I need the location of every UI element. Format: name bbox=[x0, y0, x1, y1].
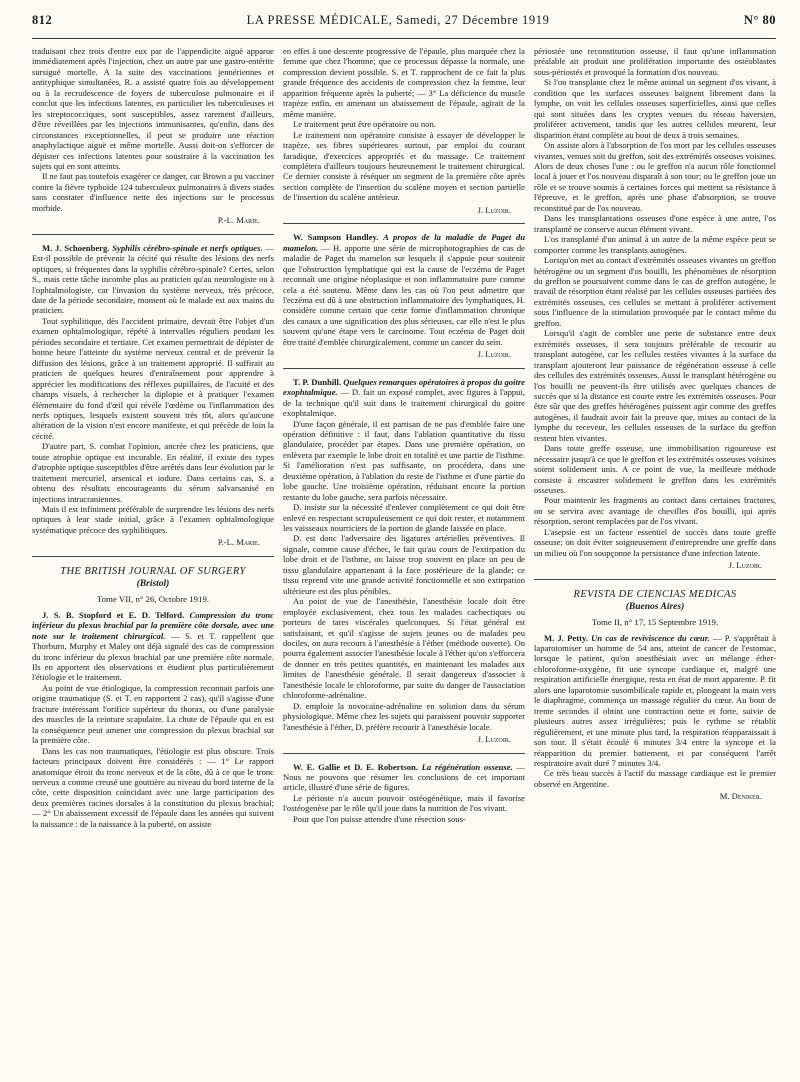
signature: J. Luzoir. bbox=[477, 734, 511, 745]
paragraph: D. emploie la novocaïne-adrénaline en solution dans du sérum physiologique. Même chez les sujets qui paraissent pouvoir supporter l'anesthésie à l'éther, D. préfère recourir à l'anesthésie locale. bbox=[283, 700, 525, 732]
journal-city: (Bristol) bbox=[136, 578, 170, 589]
signature: J. Luzoir. bbox=[477, 349, 511, 360]
article-paragraph bbox=[283, 232, 525, 347]
article-title: Syphilis cérébro-spinale et nerfs optiques. bbox=[112, 242, 263, 253]
paragraph: Dans toute greffe osseuse, une immobilisation rigoureuse est nécessaire jusqu'à ce que le greffon et les extrémités osseuses voisines soient solidement unis. A ce point de vue, la meilleure méthode consiste à encastrer solidement le greffon dans les extrémités osseuses. bbox=[534, 443, 776, 496]
paragraph: L'os transplanté d'un animal à un autre de la même espèce peut se comporter comme les transplants autogènes. bbox=[534, 234, 776, 255]
article-author: T. P. Dunhill. bbox=[293, 376, 342, 387]
article-paragraph bbox=[283, 377, 525, 419]
paragraph: Le périoste n'a aucun pouvoir ostéogénétique, mais il favorise l'ostéogenèse par le rôle qu'il joue dans la nutrition de l'os vivant. bbox=[283, 792, 525, 814]
paragraph: Dans les cas non traumatiques, l'étiologie est plus obscure. Trois facteurs principaux doivent être considérés : — 1° Le rapport anatomique étroit du tronc nerveux et de la côte, dû à ce que le tronc nerveux a comme creusé une gouttière au niveau du bord interne de la côte, cette disposition coïncidant avec une large participation des deux premières racines dorsales à la constitution du plexus brachial; — 2° Un abaissement excessif de l'épaule dans les années qui suivent la naissance : de la naissance à la puberté, on assiste bbox=[32, 745, 274, 829]
divider bbox=[283, 368, 525, 369]
article-author: M. J. Petty. bbox=[544, 632, 588, 643]
issue-number: N° 80 bbox=[743, 12, 776, 27]
article-author: W. Sampson Handley. bbox=[293, 232, 379, 243]
divider bbox=[32, 556, 274, 557]
paragraph: Pour maintenir les fragments au contact dans certaines fractures, on se servira avec avantage de chevilles d'os bouilli, qui après résorption, seront remplacées par de l'os vivant. bbox=[534, 495, 776, 527]
page-header bbox=[32, 6, 776, 34]
article-text: — D. fait un exposé complet, avec figures à l'appui, de la technique qu'il suit dans le traitement chirurgical du goitre exophtalmique. bbox=[283, 387, 525, 419]
column-2 bbox=[283, 46, 525, 1076]
signature: J. Luzoir. bbox=[477, 204, 511, 215]
article-title: A propos de la maladie de Paget du mamelon. bbox=[283, 232, 525, 253]
paragraph: On assiste alors à l'absorption de l'os mort par les cellules osseuses vivantes, venues soit du greffon, soit des extrémités osseuses voisines. Alors de deux choses l'une : ou le greffon n'a aucun rôle fonctionnel local à jouer et l'os nouveau disparaît à son tour; ou le greffon joue un rôle et se trouve soumis à certaines forces qui mettent sa résistance à l'épreuve, et le greffon, après une phase d'absorption, se trouve reconstitué par de l'os nouveau. bbox=[534, 140, 776, 213]
article-title: Un cas de reviviscence du cœur. bbox=[591, 632, 710, 643]
header-rule bbox=[32, 38, 776, 39]
journal-heading: THE BRITISH JOURNAL OF SURGERY bbox=[60, 565, 246, 577]
paragraph: L'asepsie est un facteur essentiel de succès dans toute greffe osseuse; on doit éviter soigneusement d'entreprendre une greffe dans un milieu où l'on soupçonne la persistance d'une infection latente. bbox=[534, 526, 776, 558]
paragraph: D. insiste sur la nécessité d'enlever complètement ce qui doit être enlevé en respectant scrupuleusement ce qui doit rester, et notamment les vaisseaux nourriciers de la portion de glande laissée en place. bbox=[283, 502, 525, 534]
signature: P.-L. Marie. bbox=[217, 537, 260, 548]
paragraph: Au point de vue de l'anesthésie, l'anesthésie locale doit être employée exclusivement, chez tous les malades cachectiques ou porteurs de tares viscérales quelconques. Si l'état général est satisfaisant, et qu'il s'agisse de sujets jeunes ou de malades peu dociles, on aura recours à l'anesthésie à l'éther (méthode ouverte). On pourra également associer l'anesthésie locale à l'éther qu'on s'efforcera de donner en très petites quantités, en maintenant les malades aux limites de l'anesthésie générale. Il serait dangereux d'associer à l'anesthésie locale le chloroforme, par suite du danger de l'association chloroforme-adrénaline. bbox=[283, 596, 525, 701]
paragraph: périostée une reconstitution osseuse, il faut qu'une inflammation préalable ait produit une prolifération importante des ostéoblastes sous-périostés et provoqué la formation d'os nouveau. bbox=[534, 46, 776, 77]
article-text: — S. et T. rappellent que Thorburn, Murphy et Maley ont déjà signalé des cas de compression du tronc inférieur du plexus brachial par une première côte normale. Ils en apportent des observations et étudient plus particulièrement l'étiologie et le traitement. bbox=[32, 630, 274, 683]
paragraph: en effet à une descente progressive de l'épaule, plus marquée chez la femme que chez l'homme; que ce processus dépasse la normale, une compression devient possible. S. et T. rapprochent de ce fait la plus grande fréquence des accidents de compression chez la femme, leur apparition fréquente après la puberté; — 3° La déficience du muscle trapèze enfin, en amenant un abaissement de l'épaule, agirait de la même manière. bbox=[283, 46, 525, 119]
journal-city: (Buenos Aires) bbox=[625, 601, 685, 612]
article-text: — Est-il possible de prévenir la cécité qui résulte des lésions des nerfs optiques, si fréquentes dans la syphilis cérébro-spinale? Certes, selon S., mais cette tâche incombe plus au praticien qu'au neurologiste ou à l'ophtalmologiste, car l'invasion du système nerveux, très précoce, date de la période secondaire, moment où le malade est aux mains du praticien. bbox=[32, 242, 274, 316]
article-title: Compression du tronc inférieur du plexus brachial par la première côte dorsale, avec une note sur le traitement chirurgical. bbox=[32, 609, 274, 641]
paragraph: Il ne faut pas toutefois exagérer ce danger, car Brown a pu vacciner contre la fièvre typhoïde 124 tuberculeux pulmonaires à divers stades sans constater d'influence nette des injections sur le processus morbide. bbox=[32, 171, 274, 213]
article-paragraph bbox=[32, 243, 274, 316]
article-author: M. J. Schoenberg. bbox=[42, 242, 110, 253]
paragraph: D'autre part, S. combat l'opinion, ancrée chez les praticiens, que toute atrophie optique est incurable. En réalité, il existe des types d'atrophie optique susceptibles d'être arrêtés dans leur évolution par le traitement mercuriel, arsenical et iodure. Dans certains cas, S. a obtenu des résultats encourageants du sérum salvarsanisé en injections intracraniennes. bbox=[32, 441, 274, 504]
article-text: — Nous ne pouvons que résumer les conclusions de cet important article, illustré d'une série de figures. bbox=[283, 761, 525, 793]
article-paragraph bbox=[32, 610, 274, 683]
divider bbox=[534, 579, 776, 580]
article-title: La régénération osseuse. bbox=[421, 761, 513, 772]
divider bbox=[283, 753, 525, 754]
article-paragraph bbox=[283, 762, 525, 793]
divider bbox=[283, 223, 525, 224]
paragraph: Pour que l'on puisse attendre d'une résection sous- bbox=[293, 813, 466, 824]
paragraph: D'une façon générale, il est partisan de ne pas d'emblée faire une opération définitive : il faut, dans l'ablation quantitative du tissu glandulaire, procéder par étapes. Dans une première opération, on enlèvera par exemple le lobe droit en totalité et une partie de l'isthme. Si l'amélioration n'est pas suffisante, on procédera, dans une deuxième opération, à l'ablation du reste de l'isthme et d'une partie du lobe gauche. Une troisième opération, réduisant encore la portion restante du lobe gauche, sera parfois nécessaire. bbox=[283, 418, 525, 502]
divider bbox=[32, 234, 274, 235]
paragraph: traduisant chez trois d'entre eux par de l'appendicite aiguë apparue immédiatement après l'injection, chez un autre par une gastro-entérite sursiguë mortelle. A la suite des vaccinations jennériennes et antityphique simultanées, R. a assisté quatre fois au développement ou à la recrudescence de foyers de tuberculose pulmonaire et il conclut que les infections latentes, en particulier les tuberculeuses et les streptococciques, sont susceptibles, assez rarement d'ailleurs, d'être réveillées par les injections immunisantes, qu'enfin, dans des circonstances exceptionnelles, il peut se produire une réaction anaphylactique aiguë et même mortelle. Aussi doit-on s'efforcer de dépister ces infections latentes pour soustraire à la vaccination les sujets qui en sont atteints. bbox=[32, 46, 274, 171]
article-paragraph bbox=[534, 633, 776, 769]
article-text: — P. s'apprêtait à laparotomiser un homme de 54 ans, atteint de cancer de l'estomac, lorsque le patient, qu'on anesthésiait avec un mélange éther-chloroforme-oxygène, fit une syncope cardiaque et, malgré une respiration artificielle énergique, resta en état de mort apparente. P. fit alors une laparotomie susombilicale rapide et, plongeant la main vers le diaphragme, commença un massage régulier du cœur. Au bout de trente secondes il obtint une contraction nette et forte, suivie de plusieurs autres assez irrégulières; puis le rythme se rétablit régulièrement, et une minute plus tard, la respiration réapparaissait à son tour. Il s'était écoulé 6 minutes 3/4 entre la syncope et la réapparition du premier battement, et par conséquent l'arrêt respiratoire avait duré 7 minutes 3/4. bbox=[534, 632, 776, 768]
journal-tome: Tome II, n° 17, 15 Septembre 1919. bbox=[591, 617, 719, 628]
article-author: J. S. B. Stopford et E. D. Telford. bbox=[42, 609, 185, 620]
paragraph: Tout syphilitique, dès l'accident primaire, devrait être l'objet d'un examen ophtalmologique, répété à intervalles réguliers pendant les périodes secondaire et tertiaire. Cet examen permettrait de dépister de bonne heure l'atteinte du système nerveux central et de prévenir la diffusion des lésions, grâce à un traitement approprié. Il suffirait au praticien de quelques heures d'entraînement pour apprendre à apprécier les modifications des réflexes pupillaires, de l'acuité et des champs visuels, à rechercher la diplopie et à pratiquer l'examen élémentaire du fond d'œil qui révèle l'œdème ou l'inflammation des nerfs optiques, lesquels existent souvent très tôt, alors qu'aucune altération de la vision n'est encore manifeste, et qui précède de loin la cécité. bbox=[32, 315, 274, 441]
text-columns bbox=[32, 46, 776, 1076]
paragraph: Le traitement peut être opératoire ou non. bbox=[293, 119, 436, 130]
signature: P.-L. Marie. bbox=[217, 215, 260, 226]
journal-heading: REVISTA DE CIENCIAS MEDICAS bbox=[573, 588, 737, 600]
signature: M. Deniker. bbox=[719, 791, 762, 802]
article-title: Quelques remarques opératoires à propos du goitre exophtalmique. bbox=[283, 376, 525, 398]
paragraph: Mais il est infiniment préférable de surprendre les lésions des nerfs optiques à leur stade initial, grâce à l'examen ophtalmologique systématique précoce des syphilitiques. bbox=[32, 504, 274, 535]
paragraph: Au point de vue étiologique, la compression reconnait parfois une origine traumatique (S. et T. en rapportent 2 cas), qu'il s'agisse d'une fracture intéressant l'orifice supérieur du thorax, ou d'une paralysie des muscles de la ceinture scapulaire. La chute de l'épaule qui en est la conséquence peut amener une compression du plexus brachial sur la première côte. bbox=[32, 682, 274, 746]
article-text: — H. apporte une série de microphotographies de cas de maladie de Paget du mamelon sur lesquels il s'appuie pour soutenir que l'obstruction lymphatique qui est la cause de l'eczéma de Paget reconnaît une origine néoplasique et non inflammatoire pure comme cela a été soutenu. Même dans les cas où l'on peut admettre que l'eczéma est dû à une obstruction inflammatoire des lymphatiques, H. considère comme certain que cette forme d'inflammation chronique des canaux a une signification des plus sérieuses, car elle n'est le plus souvent qu'une étape vers le carcinome. Tout eczéma de Paget doit être traité d'emblée chirurgicalement, comme un cancer du sein. bbox=[283, 242, 525, 347]
paragraph: Ce très beau succès à l'actif du massage cardiaque est le premier observé en Argentine. bbox=[534, 768, 776, 789]
paragraph: Dans les transplantations osseuses d'une espèce à une autre, l'os transplanté ne conserve aucun élément vivant. bbox=[534, 213, 776, 234]
signature: J. Luzoir. bbox=[728, 560, 762, 571]
paragraph: Le traitement non opératoire consiste à essayer de développer le trapèze, ses fibres supérieures surtout, par emploi du courant faradique, d'exercices appropriés et du massage. Ce traitement complétera d'ailleurs toujours heureusement le traitement chirurgical. Ce dernier consiste à réséquer un segment de la première côte après section complète de l'insertion du scalène moyen et section partielle de l'insertion du scalène antérieur. bbox=[283, 129, 525, 203]
paragraph: D. est donc l'adversaire des ligatures artérielles préventives. Il signale, comme cause d'échec, le fait qu'au cours de l'extirpation du lobe droit et de l'isthme, on laisse trop souvent en place un peu de tissu glandulaire appartenant à la face postérieure de la glande; ce tissu reprend vite une grande activité fonctionnelle et son extirpation ultérieure est des plus pénibles. bbox=[283, 533, 525, 596]
page-number: 812 bbox=[32, 12, 53, 27]
article-author: W. E. Gallie et D. E. Robertson. bbox=[293, 761, 418, 772]
column-1 bbox=[32, 46, 274, 1076]
paragraph: Lorsqu'il s'agit de combler une perte de substance entre deux extrémités osseuses, il sera toujours préférable de recourir au transplant autogène, car les cellules restées vivantes à la surface du transplant ajouteront leur puissance de régénération osseuse à celle des cellules des extrémités osseuses. Aussi le transplant hétérogène ou l'os bouilli ne peuvent-ils être utilisés avec quelques chances de succès que si la distance est courte entre les extrémités osseuses. Pour être sûr que des greffes hétérogènes puissent agir comme des greffes autogènes, il faudrait avoir fait la preuve que, mises au contact de la lymphe du receveur, les cellules osseuses de la surface du greffon restent bien vivantes. bbox=[534, 328, 776, 443]
paragraph: Si l'on transplante chez le même animal un segment d'os vivant, à condition que les surfaces osseuses baignent librement dans la lymphe, on voit les cellules osseuses superficielles, ainsi que celles qui sont situées dans les cryptes venues du réseau haversien, proliférer activement, tandis que les autres cellules meurent, leur disparition étant complète au bout de deux à trois semaines. bbox=[534, 77, 776, 140]
column-3 bbox=[534, 46, 776, 1076]
paragraph: Lorsqu'on met au contact d'extrémités osseuses vivantes un greffon hétérogène ou un segment d'os bouilli, les phénomènes de résorption du greffon se poursuivent comme dans le cas de greffon autogène, le travail de résorption étant réalisé par les cellules osseuses partiées des extrémités osseuses, ces cellules se mettant à proliférer activement sous l'influence de la stimulation provoquée par le contact même du greffon. bbox=[534, 255, 776, 328]
journal-tome: Tome VII, n° 26, Octobre 1919. bbox=[96, 594, 210, 605]
running-title: LA PRESSE MÉDICALE, Samedi, 27 Décembre 1919 bbox=[246, 12, 550, 27]
